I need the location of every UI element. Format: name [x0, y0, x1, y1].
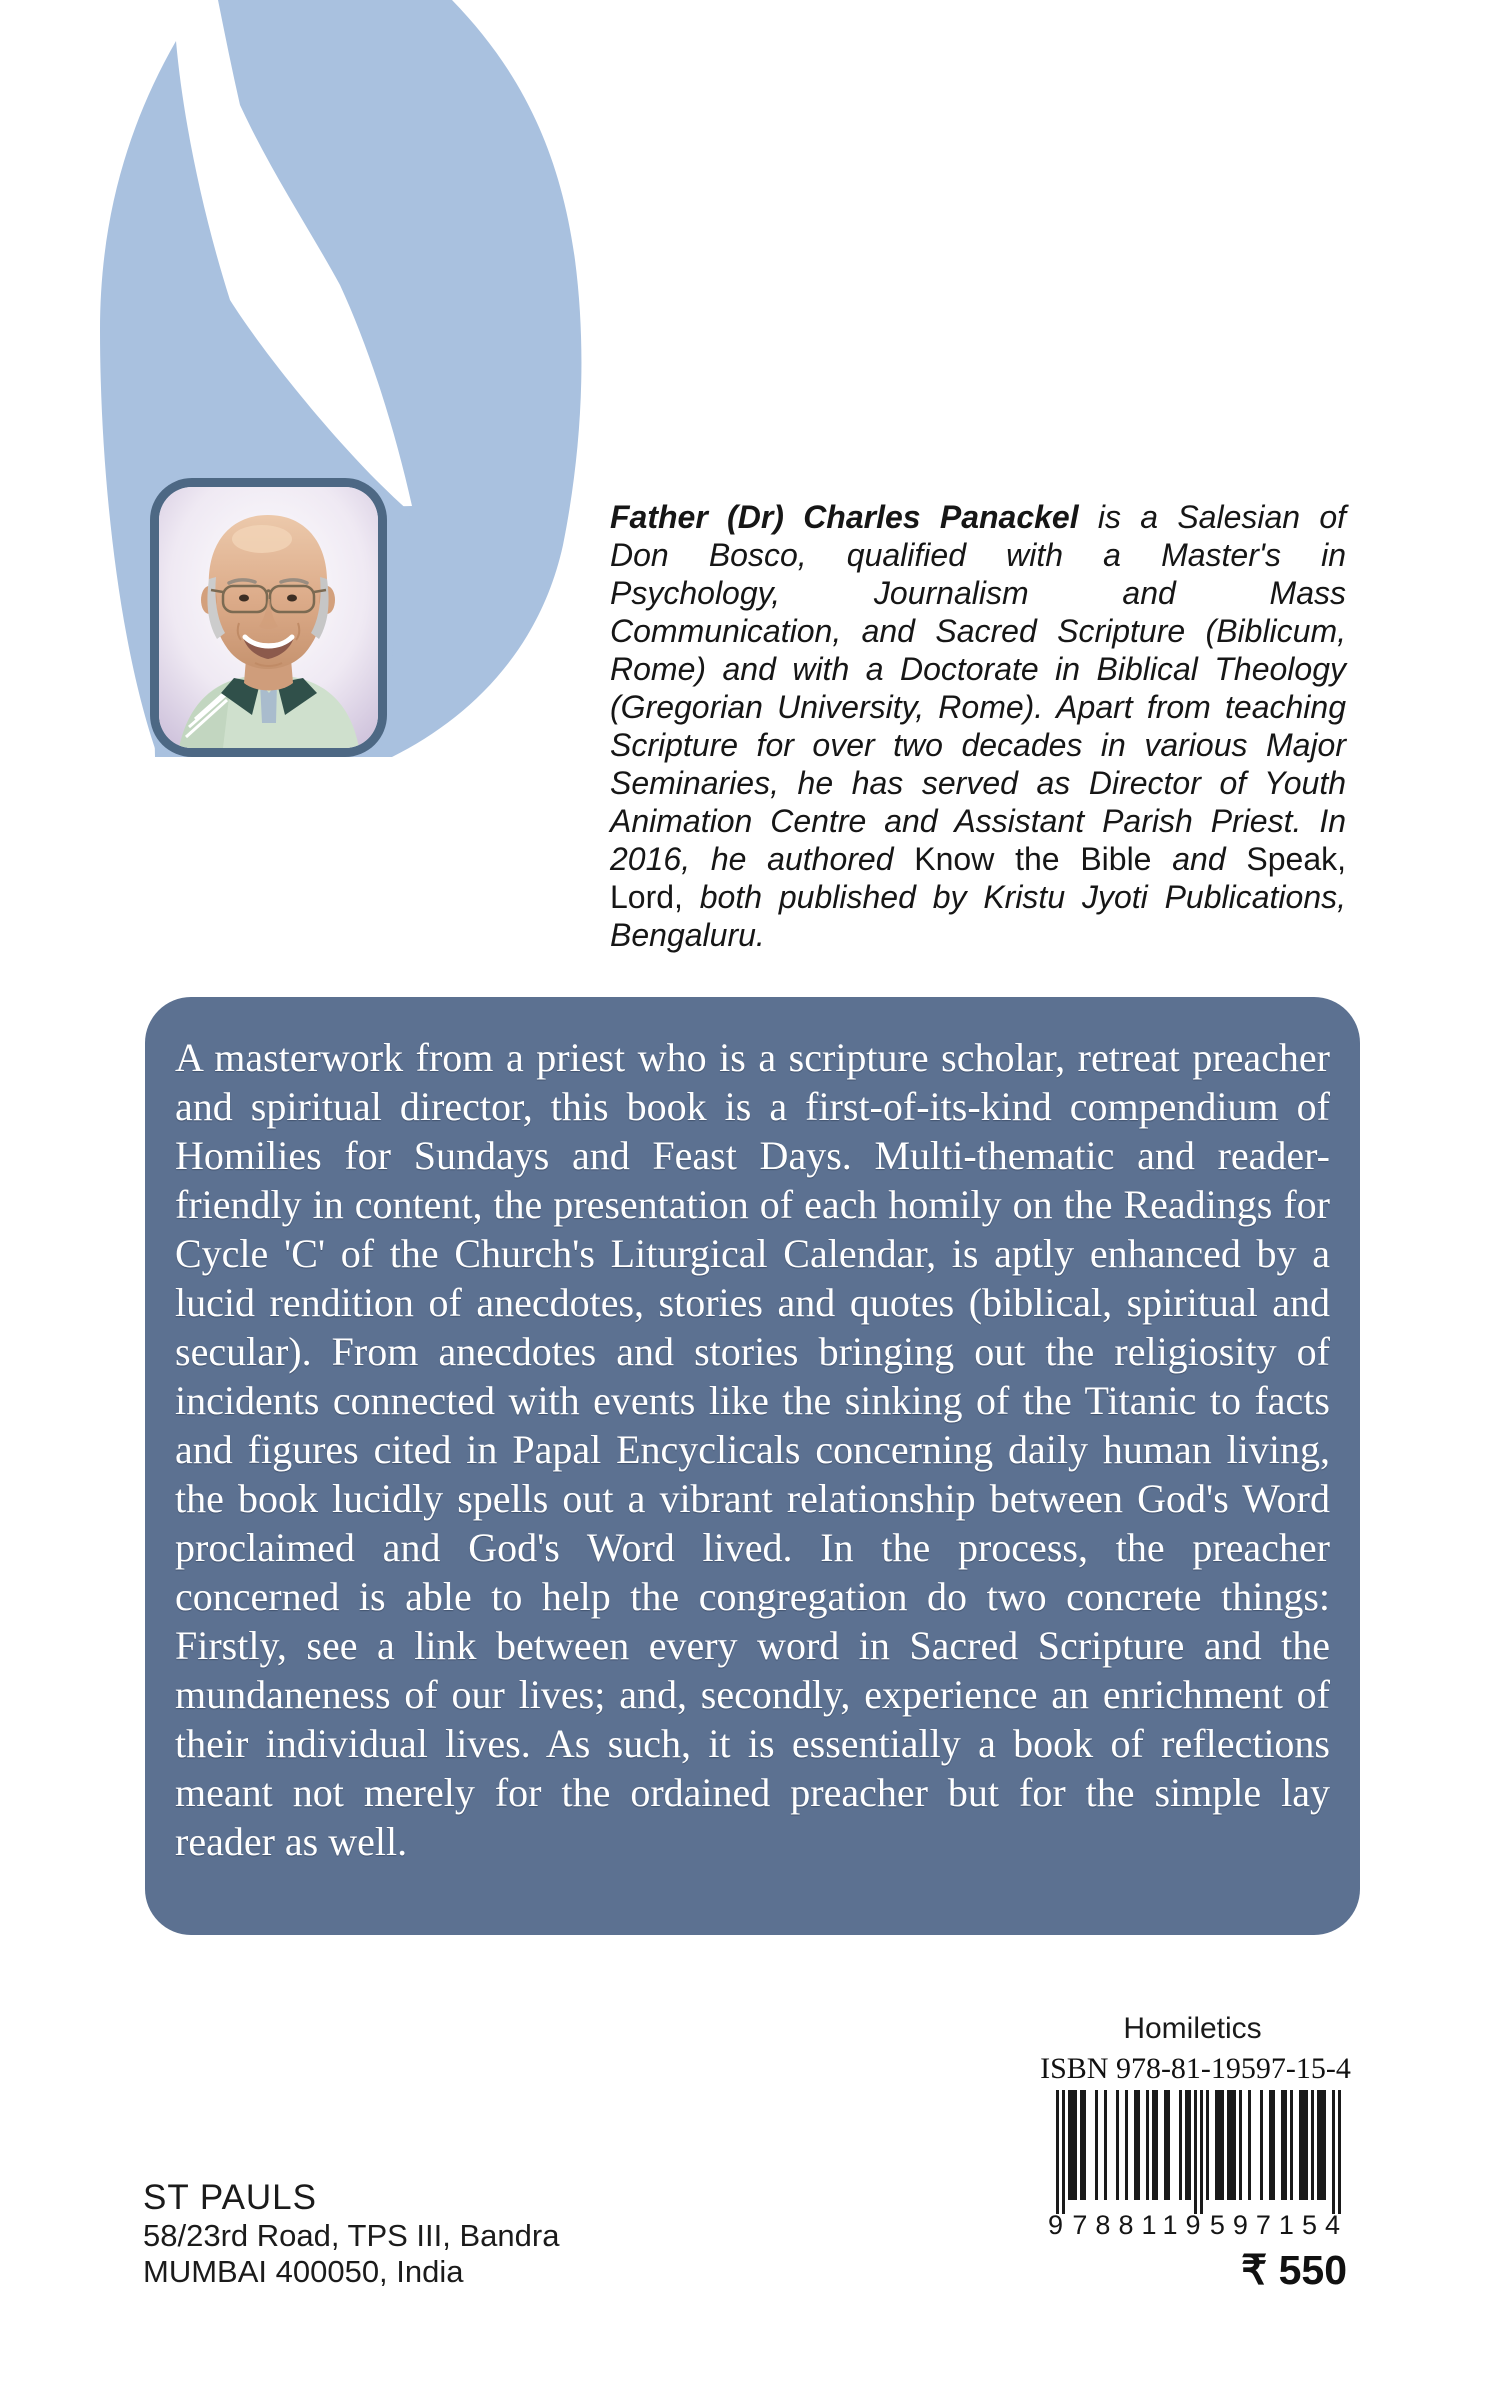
bio-segment: Know the Bible: [914, 841, 1152, 877]
bio-segment: and: [1151, 841, 1247, 877]
price-label: ₹ 550: [1241, 2247, 1347, 2293]
barcode-digit-group: 9: [1048, 2210, 1072, 2240]
synopsis-panel: [145, 997, 1360, 1935]
isbn-label: ISBN 978-81-19597-15-4: [1040, 2052, 1351, 2085]
publisher-address-2: MUMBAI 400050, India: [143, 2254, 464, 2289]
publisher-address-1: 58/23rd Road, TPS III, Bandra: [143, 2218, 560, 2253]
author-photo: [150, 478, 387, 757]
barcode-digit-group: 788119: [1072, 2210, 1209, 2240]
bio-segment: is a Salesian of Don Bosco, qualified with a Master's in Psychology, Journalism and Mass Communication, and Sacred Scripture (Biblicum, Rome) and with a Doctorate in Biblical Theology (Gregorian University, Rome). Apart from teaching Scripture for over two decades in various Major Seminaries, he has served as Director of Youth Animation Centre and Assistant Parish Priest. In 2016, he authored: [610, 499, 1347, 877]
author-bio-text: [610, 498, 1346, 954]
barcode-digit-group: 597154: [1209, 2210, 1348, 2240]
barcode-digits: [1048, 2210, 1348, 2241]
bio-segment: both published by Kristu Jyoti Publications, Bengaluru.: [610, 879, 1346, 953]
isbn-barcode: [1056, 2090, 1341, 2214]
publisher-name: ST PAULS: [143, 2178, 317, 2217]
bio-segment: Father (Dr) Charles Panackel: [610, 499, 1079, 535]
bio-segment: Speak, Lord,: [610, 841, 1347, 915]
author-photo-image: [159, 487, 378, 748]
category-label: Homiletics: [1123, 2012, 1262, 2045]
author-portrait-drawing: [159, 487, 378, 748]
synopsis-text: A masterwork from a priest who is a scripture scholar, retreat preacher and spiritual director, this book is a first-of-its-kind compendium of Homilies for Sundays and Feast Days. Multi-thematic and reader-friendly in content, the presentation of each homily on the Readings for Cycle 'C' of the Church's Liturgical Calendar, is aptly enhanced by a lucid rendition of anecdotes, stories and quotes (biblical, spiritual and secular). From anecdotes and stories bringing out the religiosity of incidents connected with events like the sinking of the Titanic to facts and figures cited in Papal Encyclicals concerning daily human living, the book lucidly spells out a vibrant relationship between God's Word proclaimed and God's Word lived. In the process, the preacher concerned is able to help the congregation do two concrete things: Firstly, see a link between every word in Sacred Scripture and the mundaneness of our lives; and, secondly, experience an enrichment of their individual lives. As such, it is essentially a book of reflections meant not merely for the ordained preacher but for the simple lay reader as well.: [175, 1035, 1330, 1864]
